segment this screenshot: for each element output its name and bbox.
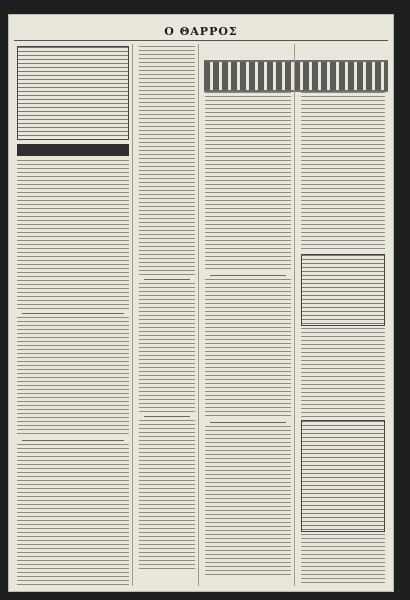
boxed-advertisement: [301, 420, 385, 532]
divider: [210, 275, 286, 276]
divider: [144, 279, 190, 280]
boxed-notice: [17, 46, 129, 140]
text-block: [301, 328, 385, 418]
text-block: [17, 317, 129, 437]
column-middle: [136, 44, 199, 586]
text-block: [139, 420, 195, 570]
divider: [22, 313, 124, 314]
page-header: [14, 22, 388, 41]
column-right-2: [298, 44, 388, 586]
divider: [210, 422, 286, 423]
newspaper-page: [8, 14, 394, 592]
boxed-advertisement: [301, 254, 385, 326]
divider: [22, 440, 124, 441]
text-block: [17, 444, 129, 586]
newspaper-name: Ο ΘΑΡΡΟΣ: [164, 24, 238, 38]
text-block: [301, 92, 385, 252]
text-block: [17, 160, 129, 310]
column-right-1: [202, 44, 295, 586]
text-block: [205, 92, 291, 272]
text-block: [301, 534, 385, 586]
text-block: [205, 279, 291, 419]
text-block: [139, 46, 195, 276]
text-block: [139, 283, 195, 413]
text-block: [205, 426, 291, 576]
column-left: [14, 44, 133, 586]
divider: [144, 416, 190, 417]
section-banner: [17, 144, 129, 156]
